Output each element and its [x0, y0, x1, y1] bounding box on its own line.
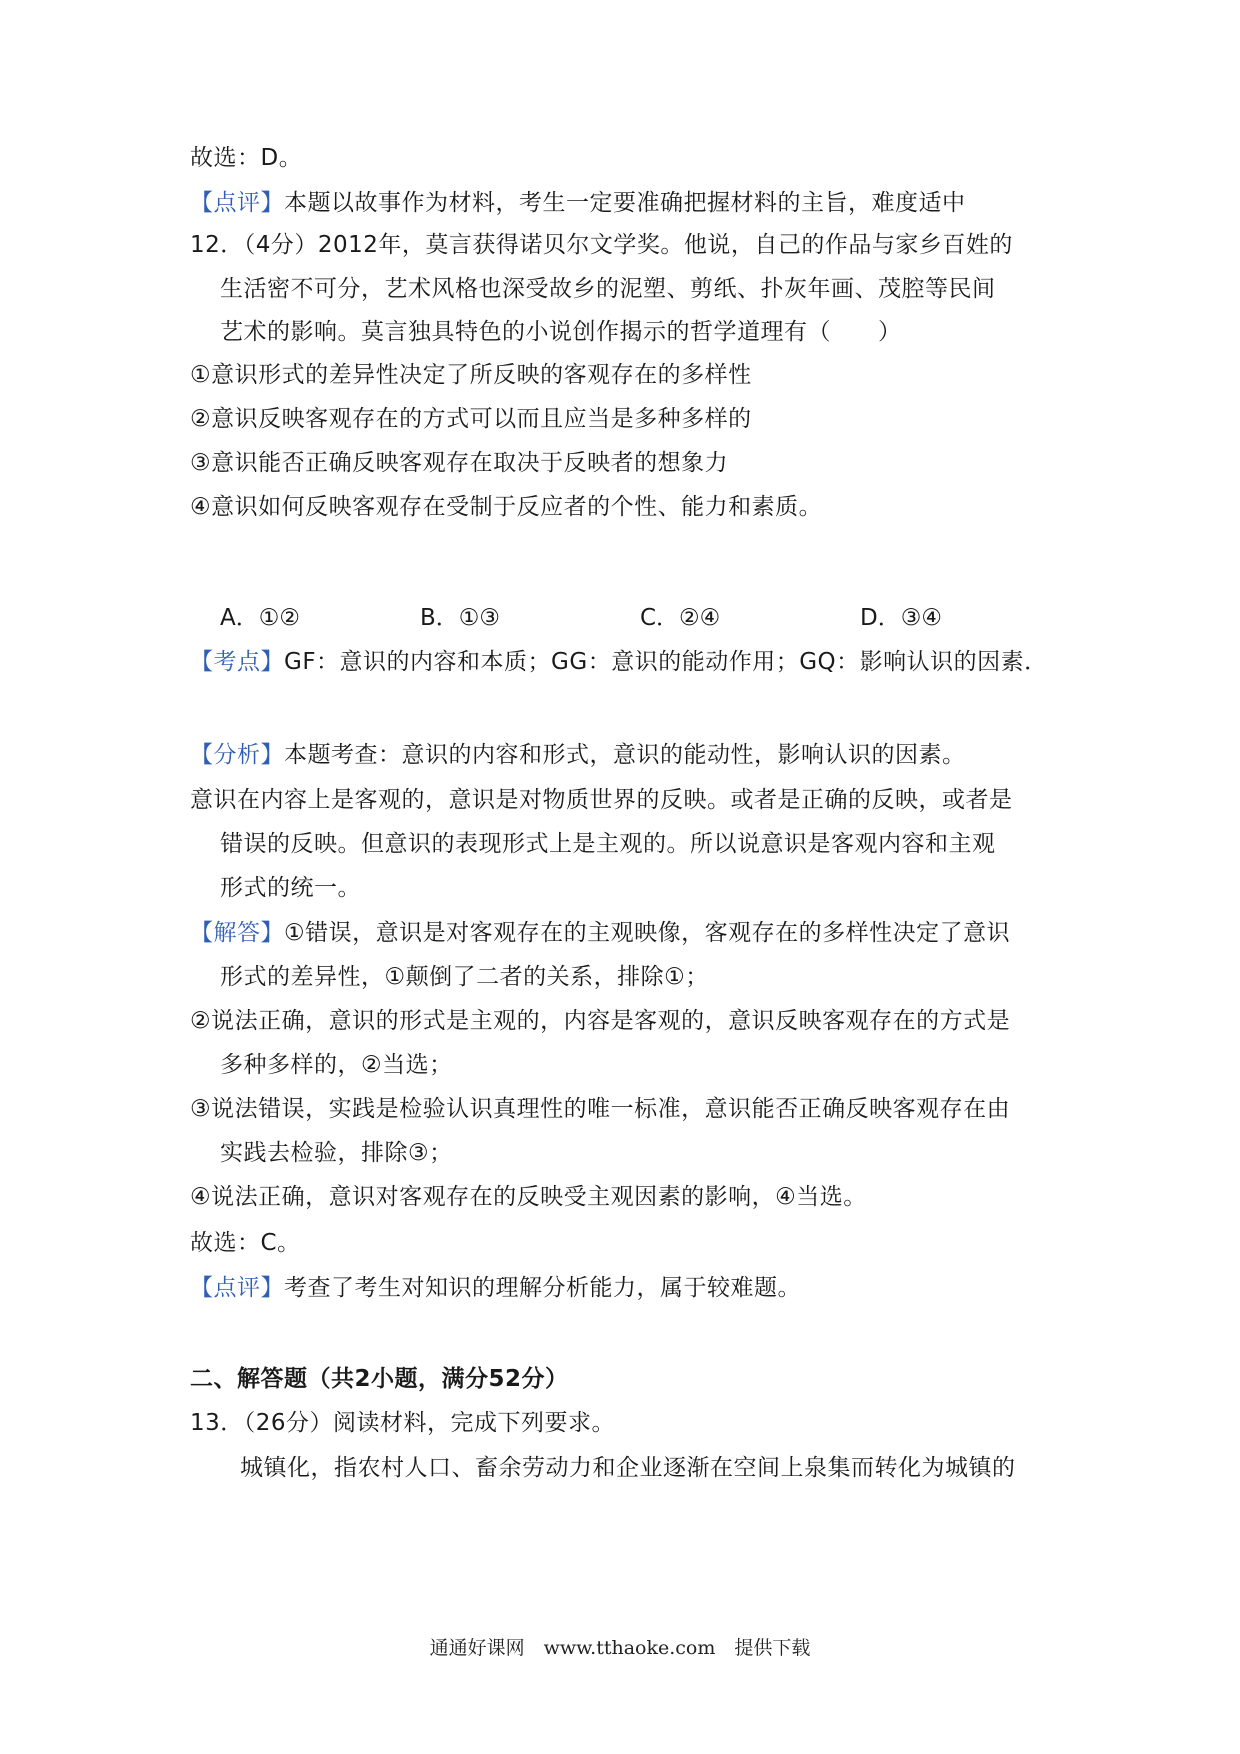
solution-body-2: ②说法正确，意识的形式是主观的，内容是客观的，意识反映客观存在的方式是 — [190, 1008, 1011, 1034]
statement-2: ②意识反映客观存在的方式可以而且应当是多种多样的 — [190, 406, 752, 432]
comment-line-2: 【点评】考查了考生对知识的理解分析能力，属于较难题。 — [190, 1275, 801, 1301]
solution-line: 【解答】①错误，意识是对客观存在的主观映像，客观存在的多样性决定了意识 — [190, 920, 1011, 946]
statement-3: ③意识能否正确反映客观存在取决于反映者的想象力 — [190, 450, 729, 476]
comment-tag-2: 【点评】 — [190, 1275, 284, 1301]
question-12-line-1: 12．（4分）2012年，莫言获得诺贝尔文学奖。他说，自己的作品与家乡百姓的 — [190, 232, 1013, 258]
statement-4: ④意识如何反映客观存在受制于反应者的个性、能力和素质。 — [190, 494, 823, 520]
option-a: A．①② — [220, 605, 300, 631]
analysis-body-3: 形式的统一。 — [220, 875, 361, 901]
comment-tag: 【点评】 — [190, 190, 284, 216]
solution-body-3: 多种多样的，②当选； — [220, 1052, 453, 1078]
analysis-body-2: 错误的反映。但意识的表现形式上是主观的。所以说意识是客观内容和主观 — [220, 831, 996, 857]
question-13-line: 13．（26分）阅读材料，完成下列要求。 — [190, 1410, 616, 1436]
solution-body-6: ④说法正确，意识对客观存在的反映受主观因素的影响，④当选。 — [190, 1184, 867, 1210]
solution-body-1: 形式的差异性，①颠倒了二者的关系，排除①； — [220, 964, 709, 990]
solution-tag: 【解答】 — [190, 920, 284, 946]
option-b: B．①③ — [420, 605, 501, 631]
answer-line: 故选：D。 — [190, 145, 303, 171]
solution-body-5: 实践去检验，排除③； — [220, 1140, 453, 1166]
comment-line: 【点评】本题以故事作为材料，考生一定要准确把握材料的主旨，难度适中 — [190, 190, 966, 216]
option-d: D．③④ — [860, 605, 942, 631]
key-point-line: 【考点】GF：意识的内容和本质；GG：意识的能动作用；GQ：影响认识的因素． — [190, 649, 1048, 675]
question-12-line-3: 艺术的影响。莫言独具特色的小说创作揭示的哲学道理有（ ） — [220, 319, 902, 345]
solution-body-4: ③说法错误，实践是检验认识真理性的唯一标准，意识能否正确反映客观存在由 — [190, 1096, 1011, 1122]
question-12-line-2: 生活密不可分，艺术风格也深受故乡的泥塑、剪纸、扑灰年画、茂腔等民间 — [220, 276, 996, 302]
analysis-line: 【分析】本题考查：意识的内容和形式，意识的能动性，影响认识的因素。 — [190, 742, 966, 768]
analysis-tag: 【分析】 — [190, 742, 284, 768]
section-heading: 二、解答题（共2小题，满分52分） — [190, 1366, 569, 1392]
analysis-body-1: 意识在内容上是客观的，意识是对物质世界的反映。或者是正确的反映，或者是 — [190, 787, 1013, 813]
statement-1: ①意识形式的差异性决定了所反映的客观存在的多样性 — [190, 362, 752, 388]
option-c: C．②④ — [640, 605, 721, 631]
key-point-tag: 【考点】 — [190, 649, 284, 675]
page-footer: 通通好课网 www.tthaoke.com 提供下载 — [429, 1637, 811, 1659]
answer-line-2: 故选：C。 — [190, 1230, 301, 1256]
question-13-material: 城镇化，指农村人口、畜余劳动力和企业逐渐在空间上泉集而转化为城镇的 — [240, 1455, 1016, 1481]
